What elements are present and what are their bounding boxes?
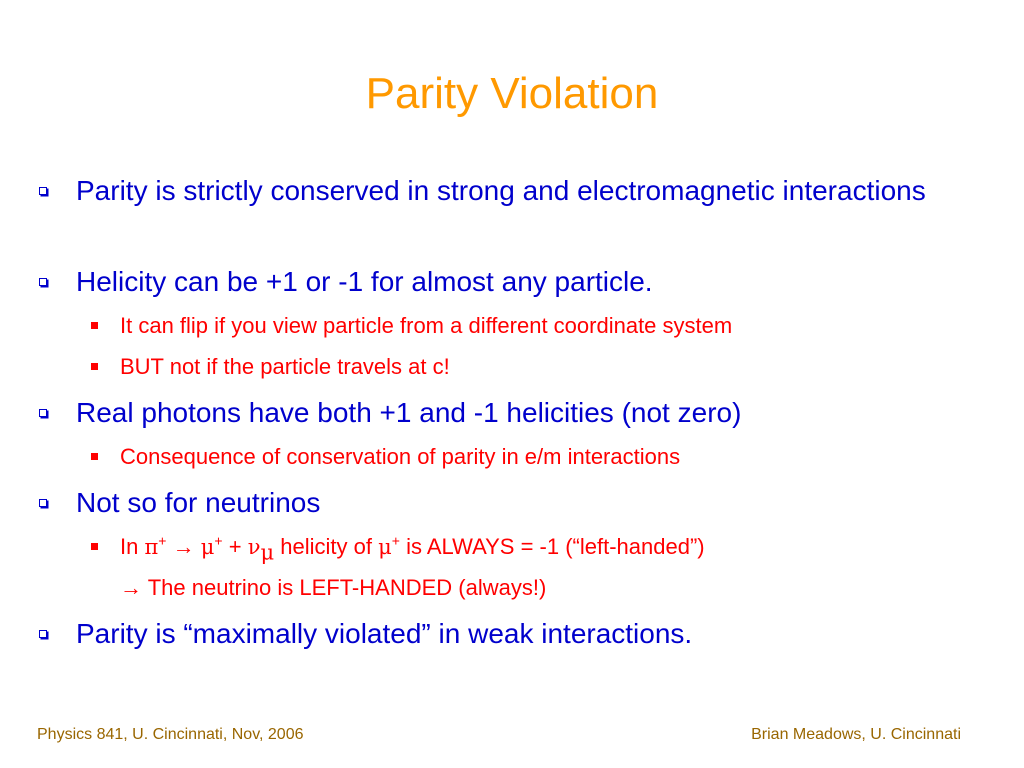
slide-title: Parity Violation <box>365 69 659 118</box>
bullet-maximally-violated <box>76 614 976 654</box>
hollow-square-icon <box>39 409 47 417</box>
bullet-neutrinos <box>76 483 976 523</box>
decay-middle: helicity of <box>280 534 372 559</box>
subbullet-text: It can flip if you view particle from a different coordinate system <box>120 313 733 338</box>
filled-square-icon <box>91 322 98 329</box>
decay-prefix: In <box>120 534 139 559</box>
subbullet-consequence <box>120 442 680 472</box>
hollow-square-icon <box>39 630 47 638</box>
muon-subscript: μ <box>260 540 275 565</box>
bullet-text: Not so for neutrinos <box>76 487 321 518</box>
pion-symbol: π <box>144 535 159 559</box>
filled-square-icon <box>91 453 98 460</box>
hollow-square-icon <box>39 278 47 286</box>
bullet-text: Parity is strictly conserved in strong and electromagnetic interactions <box>76 175 926 206</box>
subbullet-text: Consequence of conservation of parity in e/m interactions <box>120 444 681 469</box>
bullet-helicity <box>76 262 976 302</box>
filled-square-icon <box>91 543 98 550</box>
charge-sup: + <box>391 532 400 549</box>
charge-sup: + <box>214 532 223 549</box>
muon-symbol: μ <box>200 535 215 559</box>
bullet-text: Helicity can be +1 or -1 for almost any particle. <box>76 266 653 297</box>
subbullet-pion-decay <box>120 532 705 565</box>
hollow-square-icon <box>39 499 47 507</box>
arrow-right-icon: → <box>120 575 142 600</box>
bullet-text: Real photons have both +1 and -1 helicities (not zero) <box>76 397 742 428</box>
decay-suffix: is ALWAYS = -1 (“left-handed”) <box>406 534 705 559</box>
bullet-text: Parity is “maximally violated” in weak interactions. <box>76 618 693 649</box>
neutrino-symbol: ν <box>247 535 261 559</box>
filled-square-icon <box>91 363 98 370</box>
muon-symbol: μ <box>378 535 392 559</box>
subbullet-speed-of-light <box>120 352 450 382</box>
charge-sup: + <box>158 532 167 549</box>
subbullet-text: BUT not if the particle travels at c! <box>120 354 450 379</box>
plus-sign: + <box>228 534 242 559</box>
bullet-parity-conserved <box>76 171 976 211</box>
bullet-real-photons <box>76 393 976 433</box>
continuation-text: The neutrino is LEFT-HANDED (always!) <box>147 575 547 600</box>
subbullet-flip <box>120 311 732 341</box>
continuation-left-handed <box>120 573 546 603</box>
arrow-right-icon: → <box>172 534 195 559</box>
footer-right: Brian Meadows, U. Cincinnati <box>751 726 961 743</box>
footer-left: Physics 841, U. Cincinnati, Nov, 2006 <box>37 726 304 743</box>
hollow-square-icon <box>39 187 47 195</box>
